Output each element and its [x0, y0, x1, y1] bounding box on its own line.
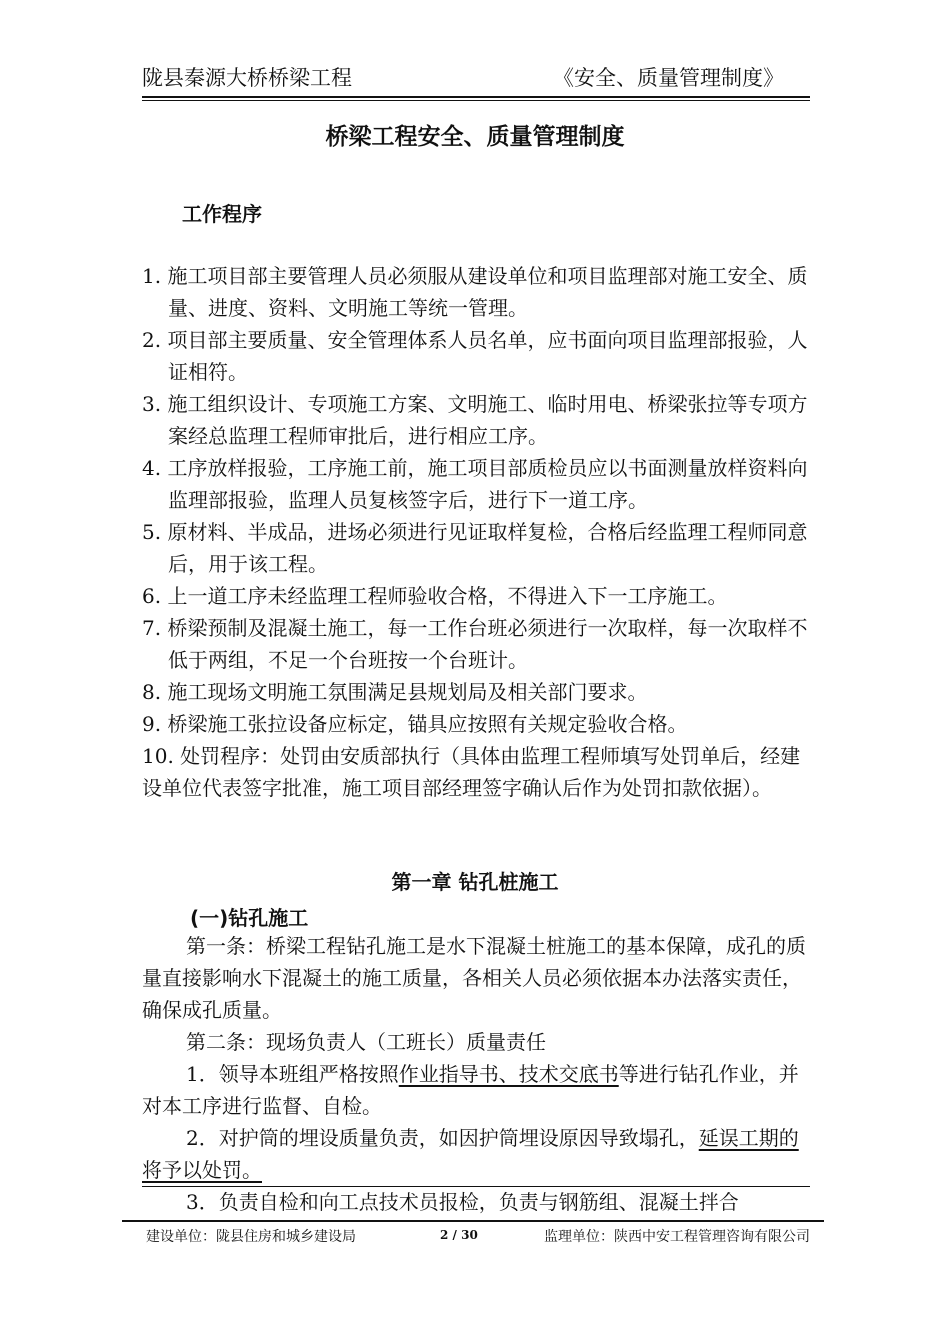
underline-rule — [142, 1186, 810, 1187]
page-title: 桥梁工程安全、质量管理制度 — [325, 124, 625, 150]
list-item: 4. 工序放样报验，工序施工前，施工项目部质检员应以书面测量放样资料向监理部报验，监理人员复核签字后，进行下一道工序。 — [142, 456, 808, 512]
list-item: 6. 上一道工序未经监理工程师验收合格，不得进入下一工序施工。 — [142, 584, 728, 608]
duty-1-text: 1．领导本班组严格按照 — [186, 1062, 399, 1086]
duty-1 — [142, 1058, 810, 1122]
header-rule-thin — [142, 100, 810, 101]
footer-supervision-unit: 监理单位：陕西中安工程管理咨询有限公司 — [544, 1229, 810, 1245]
list-item: 7. 桥梁预制及混凝土施工，每一工作台班必须进行一次取样，每一次取样不低于两组，不足一个台班按一个台班计。 — [142, 616, 808, 672]
procedure-list — [142, 260, 810, 804]
list-item: 1. 施工项目部主要管理人员必须服从建设单位和项目监理部对施工安全、质量、进度、资料、文明施工等统一管理。 — [142, 264, 808, 320]
duty-3: 3．负责自检和向工点技术员报检，负责与钢筋组、混凝土拌合 — [186, 1190, 739, 1214]
section-heading: 工作程序 — [182, 202, 262, 226]
footer-page-number: 2 / 30 — [440, 1228, 478, 1242]
footer-rule — [122, 1220, 824, 1222]
list-item: 8. 施工现场文明施工氛围满足县规划局及相关部门要求。 — [142, 680, 648, 704]
article-2: 第二条：现场负责人（工班长）质量责任 — [186, 1030, 546, 1054]
duty-1-rest: 等进行钻孔作业，并对本工序进行监督、自检。 — [142, 1062, 799, 1118]
header-project-name: 陇县秦源大桥桥梁工程 — [142, 66, 352, 90]
duty-2 — [142, 1122, 810, 1186]
list-item: 3. 施工组织设计、专项施工方案、文明施工、临时用电、桥梁张拉等专项方案经总监理工程师审批后，进行相应工序。 — [142, 392, 808, 448]
list-item: 9. 桥梁施工张拉设备应标定，锚具应按照有关规定验收合格。 — [142, 712, 688, 736]
chapter-heading: 第一章 钻孔桩施工 — [391, 870, 559, 894]
header-rule — [142, 96, 810, 98]
article-1: 第一条：桥梁工程钻孔施工是水下混凝土桩施工的基本保障，成孔的质量直接影响水下混凝土的施工质量，各相关人员必须依据本办法落实责任，确保成孔质量。 — [142, 934, 806, 1022]
subsection-heading: (一)钻孔施工 — [190, 906, 309, 930]
list-item: 10. 处罚程序：处罚由安质部执行（具体由监理工程师填写处罚单后，经建设单位代表签字批准，施工项目部经理签字确认后作为处罚扣款依据）。 — [142, 744, 801, 800]
duty-2-underlined: 延误工期的将予以处罚。 — [142, 1126, 799, 1182]
page-header — [142, 62, 810, 96]
footer-construction-unit: 建设单位：陇县住房和城乡建设局 — [146, 1229, 356, 1245]
list-item: 5. 原材料、半成品，进场必须进行见证取样复检，合格后经监理工程师同意后，用于该工程。 — [142, 520, 808, 576]
header-document-name: 《安全、质量管理制度》 — [553, 66, 784, 90]
duty-1-underlined: 作业指导书、技术交底书 — [398, 1062, 619, 1086]
list-item: 2. 项目部主要质量、安全管理体系人员名单，应书面向项目监理部报验，人证相符。 — [142, 328, 808, 384]
chapter-body — [142, 930, 810, 1218]
duty-2-text: 2．对护筒的埋设质量负责，如因护筒埋设原因导致塌孔， — [186, 1126, 699, 1150]
